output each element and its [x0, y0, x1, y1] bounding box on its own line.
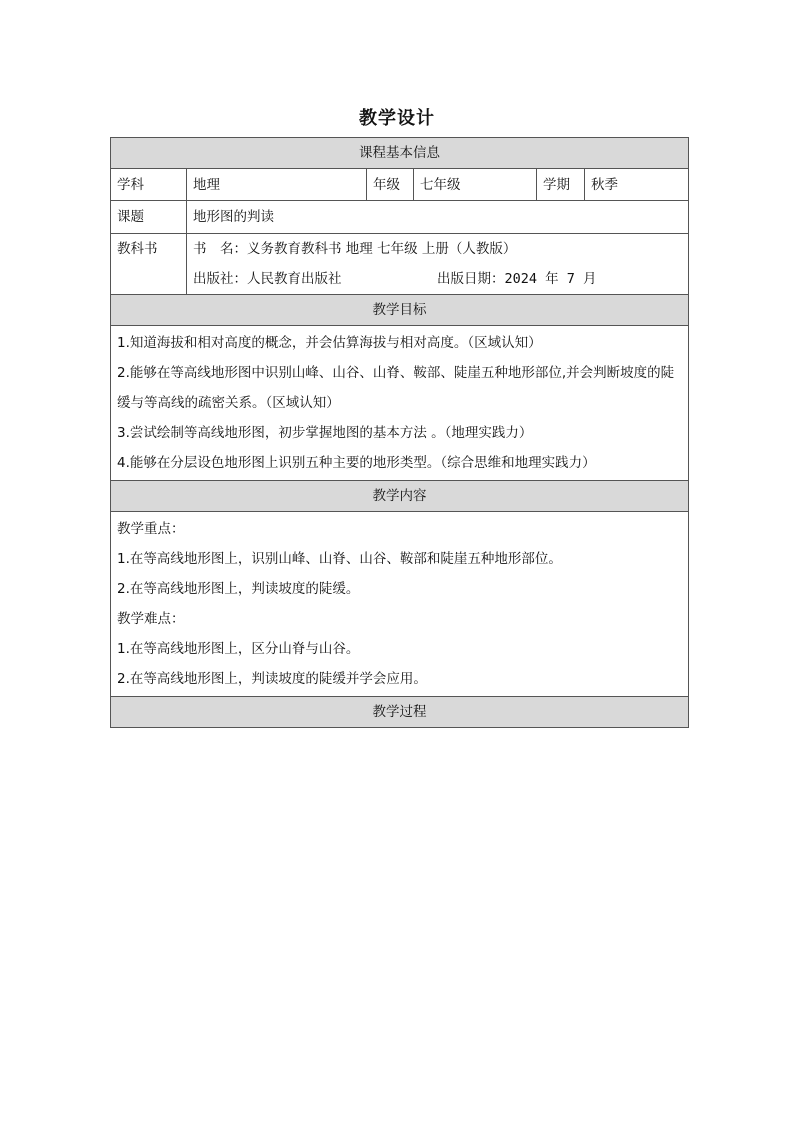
content-section-title: 教学内容 — [111, 481, 689, 512]
objectives-row — [111, 326, 689, 481]
textbook-label: 教科书 — [111, 234, 187, 295]
document-title: 教学设计 — [359, 108, 435, 129]
key-points-label: 教学重点： — [117, 521, 185, 537]
objective-item: 1.知道海拔和相对高度的概念，并会估算海拔与相对高度。（区域认知） — [117, 335, 542, 351]
basic-info-section-title: 课程基本信息 — [111, 138, 689, 169]
publisher-line — [193, 264, 682, 294]
objectives-section-title: 教学目标 — [111, 295, 689, 326]
objectives-content — [111, 326, 689, 481]
term-value: 秋季 — [585, 169, 689, 201]
key-point-item: 1.在等高线地形图上，识别山峰、山脊、山谷、鞍部和陡崖五种地形部位。 — [117, 551, 562, 567]
pub-date-value: 2024 年 7 月 — [504, 271, 597, 287]
publisher-value: 人民教育出版社 — [247, 271, 342, 287]
grade-label: 年级 — [367, 169, 414, 201]
book-name-line — [193, 234, 682, 264]
objective-item: 2.能够在等高线地形图中识别山峰、山谷、山脊、鞍部、陡崖五种地形部位,并会判断坡度的陡缓与等高线的疏密关系。（区域认知） — [117, 365, 675, 411]
grade-value: 七年级 — [414, 169, 537, 201]
difficulty-item: 2.在等高线地形图上，判读坡度的陡缓并学会应用。 — [117, 671, 427, 687]
content-row — [111, 512, 689, 697]
textbook-row — [111, 234, 689, 295]
objective-item: 3.尝试绘制等高线地形图，初步掌握地图的基本方法 。（地理实践力） — [117, 425, 533, 441]
objective-item: 4.能够在分层设色地形图上识别五种主要的地形类型。（综合思维和地理实践力） — [117, 455, 596, 471]
lesson-plan-table — [110, 137, 689, 728]
process-section-title: 教学过程 — [111, 697, 689, 728]
content-header-row — [111, 481, 689, 512]
difficulty-item: 1.在等高线地形图上，区分山脊与山谷。 — [117, 641, 360, 657]
textbook-info — [187, 234, 689, 295]
subject-label: 学科 — [111, 169, 187, 201]
subject-value: 地理 — [187, 169, 367, 201]
publisher-label: 出版社： — [193, 271, 247, 287]
subject-row — [111, 169, 689, 201]
objectives-header-row — [111, 295, 689, 326]
key-point-item: 2.在等高线地形图上，判读坡度的陡缓。 — [117, 581, 360, 597]
book-name-value: 义务教育教科书 地理 七年级 上册（人教版） — [247, 241, 517, 257]
topic-row — [111, 201, 689, 234]
book-name-label: 书 名： — [193, 241, 247, 257]
pub-date-label: 出版日期： — [437, 271, 505, 287]
process-header-row — [111, 697, 689, 728]
basic-info-header-row — [111, 138, 689, 169]
topic-value: 地形图的判读 — [187, 201, 689, 234]
topic-label: 课题 — [111, 201, 187, 234]
term-label: 学期 — [537, 169, 585, 201]
difficulties-label: 教学难点： — [117, 611, 185, 627]
content-body — [111, 512, 689, 697]
